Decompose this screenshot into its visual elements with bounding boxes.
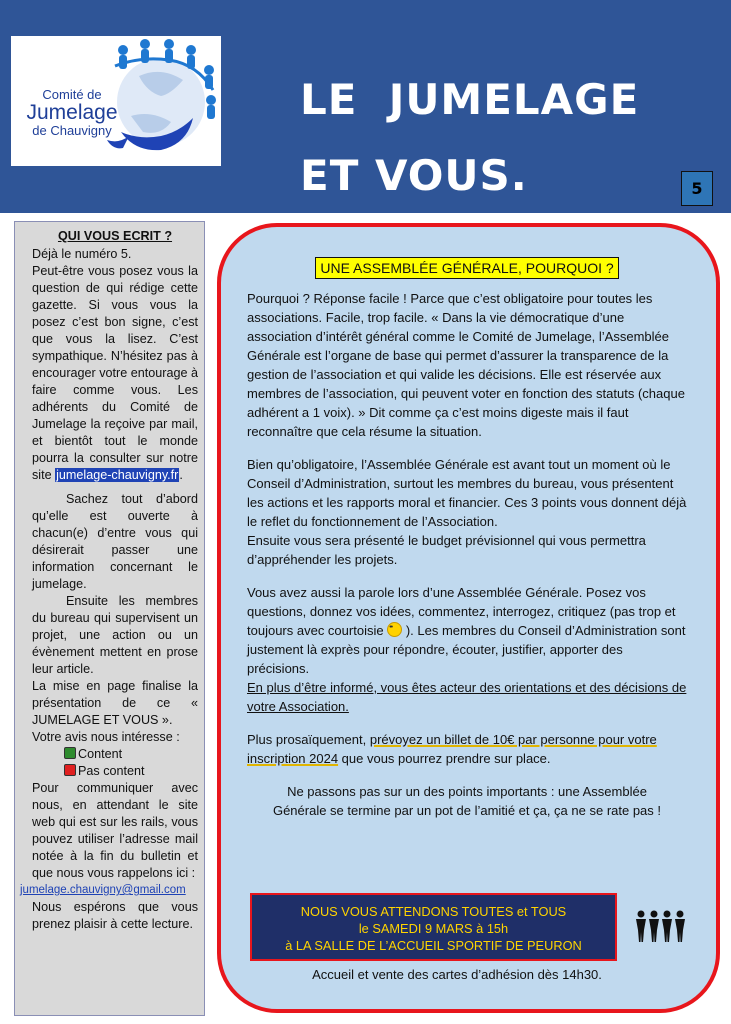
- email-link[interactable]: jumelage.chauvigny@gmail.com: [20, 884, 186, 896]
- site-link[interactable]: jumelage-chauvigny.fr: [56, 468, 179, 482]
- sidebar-intro: Déjà le numéro 5.: [32, 247, 132, 261]
- article-paragraph-4b: prévoyez un billet de 10€ par personne pour votre inscription 2024: [247, 732, 657, 766]
- article-paragraph-3b: ). Les membres du Conseil d’Administration sont justement là exprès pour répondre, écouter, justifier, apporter des précisions.: [247, 623, 686, 676]
- sidebar-paragraph-2: Sachez tout d’abord qu’elle est ouverte à chacun(e) d’entre vous qui désirerait passer une information concernant le jumelage.: [32, 492, 198, 591]
- footer-note: Accueil et vente des cartes d’adhésion dès 14h30.: [312, 967, 602, 982]
- logo-text: [17, 88, 127, 137]
- sidebar-column: [14, 221, 205, 1016]
- article-paragraph-5: Ne passons pas sur un des points importants : une Assemblée Générale se termine par un pot de l’amitié et ça, ça ne se rate pas !: [272, 784, 662, 818]
- article-paragraph-4: [247, 730, 687, 768]
- article-paragraph-2: [247, 455, 687, 569]
- banner-line-1: NOUS VOUS ATTENDONS TOUTES et TOUS: [300, 904, 567, 919]
- article-paragraph-4a: Plus prosaïquement,: [247, 732, 370, 747]
- site-suffix: .: [179, 468, 183, 482]
- page-title: [300, 62, 639, 214]
- sidebar-paragraph-4: La mise en page finalise la présentation de ce « JUMELAGE ET VOUS ».: [32, 679, 198, 727]
- article-paragraph-3: [247, 583, 687, 716]
- sidebar-paragraph-1: [32, 263, 198, 484]
- green-checkbox-icon[interactable]: [64, 747, 76, 759]
- article-paragraph-4c: que vous pourrez prendre sur place.: [338, 751, 551, 766]
- people-group-icon: [635, 908, 687, 944]
- title-line-1: LE JUMELAGE: [300, 75, 640, 124]
- article-title: UNE ASSEMBLÉE GÉNÉRALE, POURQUOI ?: [315, 257, 618, 279]
- logo-line-1: Comité de: [42, 87, 102, 102]
- sidebar-paragraph-7: Nous espérons que vous prenez plaisir à cette lecture.: [32, 900, 198, 931]
- header-banner: [0, 0, 731, 213]
- smiley-icon: [387, 622, 402, 637]
- article-paragraph-2a: Bien qu’obligatoire, l’Assemblée Générale est avant tout un moment où le Conseil d’Administration, surtout les membres du bureau, vous présentent les actions et les rapports moral et financier. Ces 3 points vous donnent déjà le reflet du fonctionnement de l’Association.: [247, 457, 687, 529]
- article-paragraph-2b: Ensuite vous sera présenté le budget prévisionnel qui vous permettra d’appréhender les projets.: [247, 533, 646, 567]
- sidebar-heading: QUI VOUS ECRIT ?: [57, 229, 173, 243]
- sidebar-paragraph-5: Votre avis nous intéresse :: [32, 730, 180, 744]
- option-content-label: Content: [78, 747, 123, 761]
- option-content[interactable]: [64, 746, 198, 763]
- sidebar-paragraph-1-text: Peut-être vous posez vous la question de qui rédige cette gazette. Si vous vous la posez c’est bon signe, c’est que vous la lisez. C’est sympathique. N’hésitez pas à encourager votre entourage à faire comme vous. Les adhérents du Comité de Jumelage la reçoive par mail, et bientôt tout le monde pourra la consulter sur notre site: [32, 264, 198, 482]
- banner-line-2: le SAMEDI 9 MARS à 15h: [358, 921, 509, 936]
- logo-line-2: Jumelage: [26, 100, 118, 124]
- issue-number-badge: 5: [681, 171, 713, 206]
- option-pas-content[interactable]: [64, 763, 198, 780]
- article-paragraph-1: Pourquoi ? Réponse facile ! Parce que c’est obligatoire pour toutes les associations. Facile, trop facile. « Dans la vie démocratique d’une association d’intérêt général comme le Comité de Jumelage, l’Assemblée Générale est l’organe de base qui permet d’assurer la transparence de la gestion de l’association et qui valide les décisions. Elle est réservée aux membres de l’association, qui peuvent voter en fonction des statuts (chaque adhérent a 1 voix). » Dit comme ça c’est moins digeste mais il faut reconnaître que cela résume la situation.: [247, 291, 685, 439]
- article-paragraph-3c: En plus d’être informé, vous êtes acteur des orientations et des décisions de votre Association.: [247, 680, 687, 714]
- option-pas-content-label: Pas content: [78, 764, 145, 778]
- event-banner: [250, 893, 617, 961]
- title-line-2: ET VOUS.: [300, 151, 528, 200]
- logo: [11, 36, 221, 166]
- logo-line-3: de Chauvigny: [32, 122, 112, 138]
- sidebar-paragraph-6: Pour communiquer avec nous, en attendant le site web qui est sur les rails, vous pouvez utiliser l’adresse mail notée à la fin du bulletin et que nous vous rappelons ici :: [32, 781, 198, 880]
- red-checkbox-icon[interactable]: [64, 764, 76, 776]
- banner-line-3: à LA SALLE DE L’ACCUEIL SPORTIF DE PEURON: [285, 938, 582, 953]
- article-paragraph-3a: Vous avez aussi la parole lors d’une Assemblée Générale. Posez vos questions, donnez vos idées, commentez, interrogez, critiquez (pas trop et toujours avec courtoisie: [247, 585, 676, 638]
- sidebar-paragraph-3: Ensuite les membres du bureau qui supervisent un projet, une action ou un évènement mettent en prose leur article.: [32, 594, 198, 676]
- main-article: [247, 257, 687, 834]
